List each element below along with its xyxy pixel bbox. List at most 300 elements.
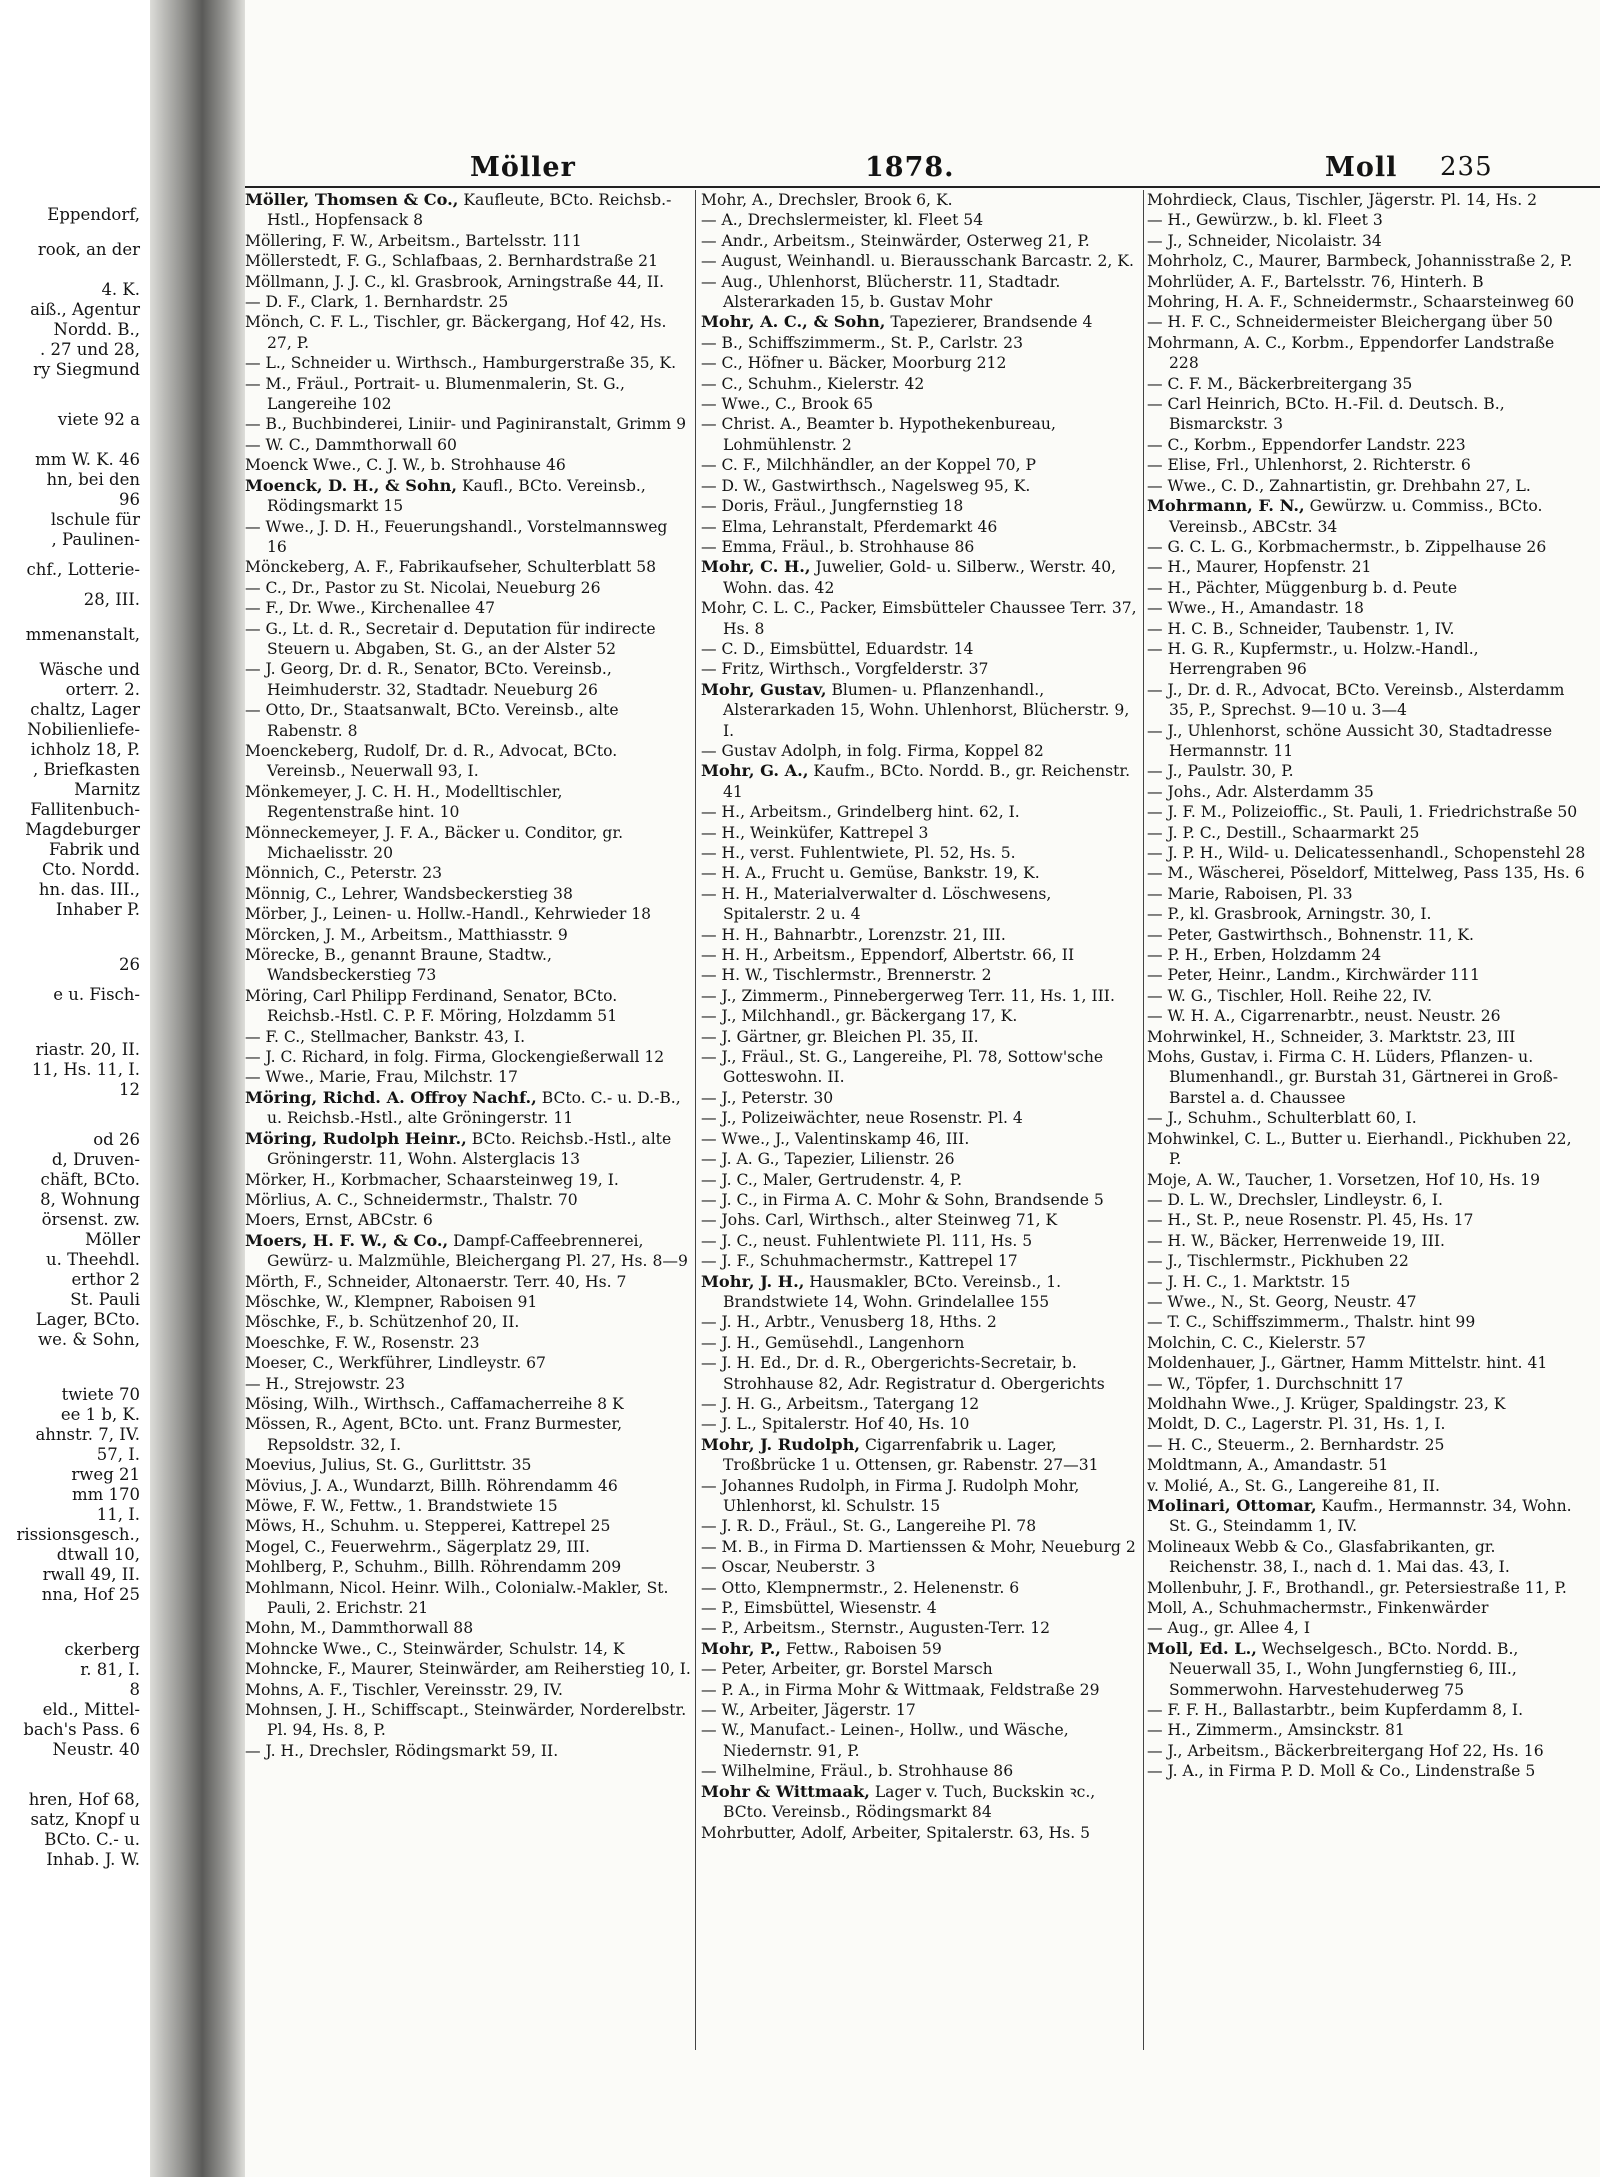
directory-entry bbox=[245, 1129, 692, 1170]
directory-entry bbox=[1147, 1272, 1587, 1292]
directory-entry bbox=[245, 1659, 692, 1679]
entry-text: — H. W., Bäcker, Herrenweide 19, III. bbox=[1147, 1231, 1445, 1250]
entry-text: — P. A., in Firma Mohr & Wittmaak, Feldstraße 29 bbox=[701, 1680, 1100, 1699]
directory-entry bbox=[1147, 761, 1587, 781]
entry-text: — J., Arbeitsm., Bäckerbreitergang Hof 22, Hs. 16 bbox=[1147, 1741, 1544, 1760]
entry-text: — H. W., Tischlermstr., Brennerstr. 2 bbox=[701, 966, 992, 985]
prev-page-fragment: mm 170 bbox=[71, 1485, 140, 1504]
prev-page-fragment: aiß., Agentur bbox=[30, 300, 140, 319]
directory-entry bbox=[1147, 884, 1587, 904]
directory-entry bbox=[701, 1251, 1141, 1271]
entry-text: — M., Wäscherei, Pöseldorf, Mittelweg, Pass 135, Hs. 6 bbox=[1147, 864, 1585, 883]
entry-text: — J. C., Maler, Gertrudenstr. 4, P. bbox=[701, 1170, 963, 1189]
directory-entry bbox=[245, 1210, 692, 1230]
entry-text: — Aug., gr. Allee 4, I bbox=[1147, 1619, 1310, 1638]
entry-text: — P., Arbeitsm., Sternstr., Augusten-Terr. 12 bbox=[701, 1619, 1051, 1638]
entry-text: — Emma, Fräul., b. Strohhause 86 bbox=[701, 537, 975, 556]
prev-page-fragment: 11, Hs. 11, I. bbox=[31, 1060, 140, 1079]
entry-text: — J. A., in Firma P. D. Moll & Co., Lindenstraße 5 bbox=[1147, 1762, 1536, 1781]
entry-text: Lager v. Tuch, Buckskin ꝛc., BCto. Vereinsb., Rödingsmarkt 84 bbox=[723, 1782, 1096, 1822]
entry-text: Kaufl., BCto. Vereinsb., Rödingsmarkt 15 bbox=[267, 476, 646, 516]
directory-entry bbox=[245, 578, 692, 598]
directory-entry bbox=[701, 394, 1141, 414]
directory-entry bbox=[701, 1782, 1141, 1823]
directory-entry bbox=[1147, 1292, 1587, 1312]
entry-text: — G., Lt. d. R., Secretair d. Deputation für indirecte Steuern u. Abgaben, St. G., an der Alster 52 bbox=[245, 619, 656, 658]
directory-entry bbox=[245, 1639, 692, 1659]
directory-entry bbox=[701, 884, 1141, 925]
entry-text: Mönnich, C., Peterstr. 23 bbox=[245, 864, 443, 883]
prev-page-fragment: Fabrik und bbox=[49, 840, 140, 859]
entry-text: — Johs., Adr. Alsterdamm 35 bbox=[1147, 782, 1374, 801]
directory-entry bbox=[701, 1720, 1141, 1761]
directory-entry bbox=[701, 639, 1141, 659]
directory-entry bbox=[1147, 721, 1587, 762]
entry-text: — Aug., Uhlenhorst, Blücherstr. 11, Stadtadr. Alsterarkaden 15, b. Gustav Mohr bbox=[701, 272, 1061, 312]
entry-text: — H. A., Frucht u. Gemüse, Bankstr. 19, K. bbox=[701, 864, 1040, 883]
prev-page-fragment: eld., Mittel- bbox=[42, 1700, 140, 1719]
directory-entry bbox=[245, 1067, 692, 1087]
entry-text: Mörlius, A. C., Schneidermstr., Thalstr. 70 bbox=[245, 1190, 578, 1209]
entry-text: — H. C. B., Schneider, Taubenstr. 1, IV. bbox=[1147, 619, 1455, 638]
entry-text: Mohs, Gustav, i. Firma C. H. Lüders, Pflanzen- u. Blumenhandl., gr. Burstah 31, Gärtnerei in Groß-Barstel a. d. Chaussee bbox=[1147, 1048, 1559, 1107]
directory-entry bbox=[1147, 1047, 1587, 1108]
prev-page-fragment: orterr. 2. bbox=[65, 680, 140, 699]
entry-text: Mohrholz, C., Maurer, Barmbeck, Johannisstraße 2, P. bbox=[1147, 252, 1573, 271]
entry-text: Tapezierer, Brandsende 4 bbox=[885, 313, 1093, 332]
directory-entry bbox=[701, 1272, 1141, 1313]
directory-entry bbox=[245, 374, 692, 415]
directory-entry bbox=[1147, 965, 1587, 985]
page-number: 235 bbox=[1440, 152, 1493, 182]
directory-entry bbox=[1147, 1006, 1587, 1026]
entry-text: — H. H., Materialverwalter d. Löschwesens, Spitalerstr. 2 u. 4 bbox=[701, 884, 1052, 924]
entry-text: — W., Manufact.- Leinen-, Hollw., und Wäsche, Niedernstr. 91, P. bbox=[701, 1721, 1069, 1760]
directory-entry bbox=[701, 823, 1141, 843]
prev-page-fragment: Lager, BCto. bbox=[35, 1310, 140, 1329]
directory-entry bbox=[245, 1578, 692, 1619]
directory-entry bbox=[701, 251, 1141, 271]
entry-text: Moevius, Julius, St. G., Gurlittstr. 35 bbox=[245, 1456, 532, 1475]
entry-text: — Doris, Fräul., Jungfernstieg 18 bbox=[701, 497, 964, 516]
directory-entry bbox=[1147, 435, 1587, 455]
entry-name: Mohr, C. H., bbox=[701, 557, 811, 577]
entry-text: — H. H., Bahnarbtr., Lorenzstr. 21, III. bbox=[701, 925, 1006, 944]
directory-entry bbox=[245, 1190, 692, 1210]
prev-page-fragment: ichholz 18, P. bbox=[30, 740, 140, 759]
entry-text: — P., kl. Grasbrook, Arningstr. 30, I. bbox=[1147, 905, 1432, 924]
entry-text: Fettw., Raboisen 59 bbox=[780, 1639, 942, 1658]
directory-entry bbox=[245, 1680, 692, 1700]
entry-text: — J. C. Richard, in folg. Firma, Glockengießerwall 12 bbox=[245, 1048, 665, 1067]
directory-entry bbox=[1147, 1455, 1587, 1475]
entry-text: Mörcken, J. M., Arbeitsm., Matthiasstr. 9 bbox=[245, 925, 568, 944]
directory-entry bbox=[245, 1476, 692, 1496]
entry-text: — Wwe., J., Valentinskamp 46, III. bbox=[701, 1129, 970, 1148]
entry-text: — Wwe., Marie, Frau, Milchstr. 17 bbox=[245, 1068, 518, 1087]
entry-text: — Wwe., J. D. H., Feuerungshandl., Vorstelmannsweg 16 bbox=[245, 517, 668, 556]
directory-entry bbox=[245, 435, 692, 455]
entry-text: — Wwe., N., St. Georg, Neustr. 47 bbox=[1147, 1292, 1417, 1311]
entry-text: Mörecke, B., genannt Braune, Stadtw., Wandsbeckerstieg 73 bbox=[245, 946, 552, 985]
directory-entry bbox=[245, 986, 692, 1027]
entry-text: — W. G., Tischler, Holl. Reihe 22, IV. bbox=[1147, 986, 1433, 1005]
directory-entry bbox=[701, 1557, 1141, 1577]
entry-text: Juwelier, Gold- u. Silberw., Werstr. 40, Wohn. das. 42 bbox=[723, 558, 1117, 597]
entry-text: — Otto, Dr., Staatsanwalt, BCto. Vereinsb., alte Rabenstr. 8 bbox=[245, 701, 619, 740]
directory-entry bbox=[1147, 802, 1587, 822]
directory-entry bbox=[245, 1333, 692, 1353]
prev-page-fragment: riastr. 20, II. bbox=[35, 1040, 140, 1059]
prev-page-fragment: , Paulinen- bbox=[51, 530, 140, 549]
prev-page-fragment: chaltz, Lager bbox=[30, 700, 140, 719]
entry-text: — H., Maurer, Hopfenstr. 21 bbox=[1147, 558, 1372, 577]
directory-entry bbox=[701, 1006, 1141, 1026]
entry-text: — B., Buchbinderei, Liniir- und Paginiranstalt, Grimm 9 bbox=[245, 415, 686, 434]
header-year: 1878. bbox=[865, 152, 955, 183]
entry-text: Mohn, M., Dammthorwall 88 bbox=[245, 1619, 474, 1638]
directory-entry bbox=[701, 1047, 1141, 1088]
directory-entry bbox=[701, 1761, 1141, 1781]
prev-page-fragment: Wäsche und bbox=[39, 660, 140, 679]
directory-entry bbox=[701, 1210, 1141, 1230]
directory-entry bbox=[1147, 1374, 1587, 1394]
entry-text: — W., Töpfer, 1. Durchschnitt 17 bbox=[1147, 1374, 1404, 1393]
directory-entry bbox=[701, 802, 1141, 822]
directory-entry bbox=[1147, 496, 1587, 537]
directory-entry bbox=[1147, 1312, 1587, 1332]
entry-text: Möwe, F. W., Fettw., 1. Brandstwiete 15 bbox=[245, 1497, 558, 1515]
directory-entry bbox=[701, 1149, 1141, 1169]
directory-entry bbox=[1147, 374, 1587, 394]
entry-text: — A., Drechslermeister, kl. Fleet 54 bbox=[701, 211, 984, 230]
directory-entry bbox=[701, 1333, 1141, 1353]
directory-entry bbox=[1147, 1598, 1587, 1618]
prev-page-fragment: Nobilienliefe- bbox=[27, 720, 140, 739]
prev-page-fragment: viete 92 a bbox=[57, 410, 140, 429]
prev-page-fragment: hn, bei den bbox=[46, 470, 140, 489]
entry-text: — C., Schuhm., Kielerstr. 42 bbox=[701, 374, 925, 393]
entry-text: — W. H. A., Cigarrenarbtr., neust. Neustr. 26 bbox=[1147, 1007, 1501, 1026]
directory-entry bbox=[245, 251, 692, 271]
directory-entry bbox=[1147, 1476, 1587, 1496]
directory-entry bbox=[245, 1027, 692, 1047]
directory-entry bbox=[1147, 1333, 1587, 1353]
prev-page-fragment: 26 bbox=[119, 955, 140, 974]
prev-page-fragment: nna, Hof 25 bbox=[41, 1585, 140, 1604]
directory-entry bbox=[701, 986, 1141, 1006]
entry-text: — C., Dr., Pastor zu St. Nicolai, Neueburg 26 bbox=[245, 578, 601, 597]
directory-entry bbox=[1147, 394, 1587, 435]
prev-page-fragment: rwall 49, II. bbox=[42, 1565, 140, 1584]
directory-entry bbox=[701, 1598, 1141, 1618]
prev-page-fragment: Eppendorf, bbox=[47, 205, 140, 224]
directory-entry bbox=[701, 965, 1141, 985]
directory-entry bbox=[1147, 190, 1587, 210]
directory-entry bbox=[701, 659, 1141, 679]
entry-text: Möring, Carl Philipp Ferdinand, Senator, BCto. Reichsb.-Hstl. C. P. F. Möring, Holzdamm 51 bbox=[245, 986, 618, 1026]
directory-entry bbox=[1147, 598, 1587, 618]
entry-text: — Wilhelmine, Fräul., b. Strohhause 86 bbox=[701, 1762, 1014, 1781]
directory-entry bbox=[1147, 1618, 1587, 1638]
entry-text: — Marie, Raboisen, Pl. 33 bbox=[1147, 884, 1353, 903]
directory-entry bbox=[701, 680, 1141, 741]
directory-entry bbox=[1147, 1027, 1587, 1047]
entry-text: — J., Polizeiwächter, neue Rosenstr. Pl. 4 bbox=[701, 1109, 1023, 1128]
directory-entry bbox=[245, 619, 692, 660]
entry-text: Möllering, F. W., Arbeitsm., Bartelsstr. 111 bbox=[245, 231, 582, 250]
entry-text: — J. H. Ed., Dr. d. R., Obergerichts-Secretair, b. Strohhause 82, Adr. Registratur d. Obergerichts bbox=[701, 1354, 1105, 1393]
directory-entry bbox=[701, 414, 1141, 455]
directory-entry bbox=[701, 843, 1141, 863]
book-gutter bbox=[150, 0, 245, 2177]
directory-entry bbox=[1147, 1435, 1587, 1455]
directory-entry bbox=[245, 1496, 692, 1516]
directory-entry bbox=[1147, 1251, 1587, 1271]
entry-text: Moll, A., Schuhmachermstr., Finkenwärder bbox=[1147, 1599, 1489, 1618]
entry-text: Mönneckemeyer, J. F. A., Bäcker u. Conditor, gr. Michaelisstr. 20 bbox=[245, 823, 624, 862]
directory-entry bbox=[1147, 1496, 1587, 1537]
entry-text: Moers, Ernst, ABCstr. 6 bbox=[245, 1211, 433, 1230]
directory-entry bbox=[1147, 1537, 1587, 1578]
directory-entry bbox=[701, 190, 1141, 210]
entry-name: Mohr, P., bbox=[701, 1638, 781, 1658]
directory-entry bbox=[245, 741, 692, 782]
entry-text: — J. A. G., Tapezier, Lilienstr. 26 bbox=[701, 1150, 955, 1169]
directory-entry bbox=[245, 455, 692, 475]
entry-text: — Wwe., C., Brook 65 bbox=[701, 395, 874, 414]
entry-text: Kaufleute, BCto. Reichsb.-Hstl., Hopfensack 8 bbox=[267, 191, 672, 230]
prev-page-fragment: hn. das. III., bbox=[38, 880, 140, 899]
directory-entry bbox=[701, 863, 1141, 883]
directory-entry bbox=[1147, 1394, 1587, 1414]
entry-text: Mohrlüder, A. F., Bartelsstr. 76, Hinterh. B bbox=[1147, 272, 1484, 291]
entry-text: Mohncke Wwe., C., Steinwärder, Schulstr. 14, K bbox=[245, 1639, 625, 1658]
directory-entry bbox=[245, 312, 692, 353]
directory-entry bbox=[701, 1312, 1141, 1332]
entry-text: — J. C., in Firma A. C. Mohr & Sohn, Brandsende 5 bbox=[701, 1190, 1104, 1209]
directory-entry bbox=[1147, 782, 1587, 802]
prev-page-fragment: ahnstr. 7, IV. bbox=[35, 1425, 140, 1444]
directory-entry bbox=[245, 557, 692, 577]
entry-text: Moldhahn Wwe., J. Krüger, Spaldingstr. 23, K bbox=[1147, 1394, 1506, 1413]
entry-text: Mohlmann, Nicol. Heinr. Wilh., Colonialw.-Makler, St. Pauli, 2. Erichstr. 21 bbox=[245, 1578, 669, 1618]
prev-page-fragment: rissionsgesch., bbox=[16, 1525, 140, 1544]
entry-text: — W. C., Dammthorwall 60 bbox=[245, 435, 457, 454]
entry-text: Mohns, A. F., Tischler, Vereinsstr. 29, IV. bbox=[245, 1680, 563, 1699]
directory-entry bbox=[245, 598, 692, 618]
entry-text: — L., Schneider u. Wirthsch., Hamburgerstraße 35, K. bbox=[245, 354, 677, 373]
prev-page-fragment: od 26 bbox=[93, 1130, 140, 1149]
entry-text: — Elise, Frl., Uhlenhorst, 2. Richterstr. 6 bbox=[1147, 456, 1471, 475]
directory-entry bbox=[245, 884, 692, 904]
prev-page-fragment: mmenanstalt, bbox=[25, 625, 140, 644]
directory-entry bbox=[245, 1272, 692, 1292]
directory-entry bbox=[1147, 1761, 1587, 1781]
directory-entry bbox=[245, 1231, 692, 1272]
entry-text: — B., Schiffszimmerm., St. P., Carlstr. 23 bbox=[701, 333, 1024, 352]
entry-text: Moeser, C., Werkführer, Lindleystr. 67 bbox=[245, 1354, 546, 1373]
prev-page-fragment: 8, Wohnung bbox=[40, 1190, 140, 1209]
directory-entry bbox=[1147, 1700, 1587, 1720]
directory-entry bbox=[1147, 251, 1587, 271]
entry-name: Mohr, Gustav, bbox=[701, 679, 827, 699]
directory-entry bbox=[701, 517, 1141, 537]
directory-entry bbox=[701, 1476, 1141, 1517]
directory-entry bbox=[1147, 455, 1587, 475]
entry-text: — C., Korbm., Eppendorfer Landstr. 223 bbox=[1147, 435, 1466, 454]
entry-name: Moll, Ed. L., bbox=[1147, 1638, 1257, 1658]
directory-entry bbox=[701, 1823, 1141, 1843]
prev-page-fragment: rweg 21 bbox=[71, 1465, 140, 1484]
directory-entry bbox=[1147, 863, 1587, 883]
entry-text: — H., Pächter, Müggenburg b. d. Peute bbox=[1147, 578, 1458, 597]
entry-text: — Christ. A., Beamter b. Hypothekenbureau, Lohmühlenstr. 2 bbox=[701, 415, 1056, 454]
entry-text: Kaufm., BCto. Nordd. B., gr. Reichenstr. 41 bbox=[723, 762, 1131, 801]
directory-entry bbox=[701, 1231, 1141, 1251]
directory-entry bbox=[245, 782, 692, 823]
entry-text: — D. L. W., Drechsler, Lindleystr. 6, I. bbox=[1147, 1190, 1443, 1209]
entry-text: — P. H., Erben, Holzdamm 24 bbox=[1147, 946, 1382, 965]
prev-page-fragment: Fallitenbuch- bbox=[30, 800, 140, 819]
directory-entry bbox=[701, 1659, 1141, 1679]
prev-page-fragment: ee 1 b, K. bbox=[60, 1405, 140, 1424]
entry-text: — H. C., Steuerm., 2. Bernhardstr. 25 bbox=[1147, 1435, 1445, 1454]
entry-text: — J., Uhlenhorst, schöne Aussicht 30, Stadtadresse Hermannstr. 11 bbox=[1147, 721, 1553, 760]
prev-page-fragment: 57, I. bbox=[96, 1445, 140, 1464]
page-header bbox=[245, 148, 1600, 188]
entry-text: Mösing, Wilh., Wirthsch., Caffamacherreihe 8 K bbox=[245, 1394, 624, 1413]
prev-page-fragment: bach's Pass. 6 bbox=[23, 1720, 140, 1739]
entry-text: Mörth, F., Schneider, Altonaerstr. Terr. 40, Hs. 7 bbox=[245, 1272, 627, 1291]
entry-text: Wechselgesch., BCto. Nordd. B., Neuerwall 35, I., Wohn Jungfernstieg 6, III., Sommerwohn. Harvestehuderweg 75 bbox=[1169, 1639, 1519, 1699]
directory-entry bbox=[1147, 945, 1587, 965]
entry-text: Mohr, C. L. C., Packer, Eimsbütteler Chaussee Terr. 37, Hs. 8 bbox=[701, 599, 1137, 638]
entry-name: Mohr, J. H., bbox=[701, 1271, 805, 1291]
header-right-keyword: Moll bbox=[1325, 152, 1398, 183]
entry-text: — H., Strejowstr. 23 bbox=[245, 1374, 405, 1393]
entry-text: — Wwe., H., Amandastr. 18 bbox=[1147, 599, 1364, 618]
entry-text: — J. Gärtner, gr. Bleichen Pl. 35, II. bbox=[701, 1027, 979, 1046]
entry-text: Mönckeberg, A. F., Fabrikaufseher, Schulterblatt 58 bbox=[245, 558, 657, 577]
column-1 bbox=[245, 190, 692, 2050]
directory-entry bbox=[1147, 619, 1587, 639]
prev-page-fragment: twiete 70 bbox=[61, 1385, 140, 1404]
entry-name: Molinari, Ottomar, bbox=[1147, 1496, 1317, 1515]
entry-text: — Wwe., C. D., Zahnartistin, gr. Drehbahn 27, L. bbox=[1147, 476, 1531, 495]
entry-text: Mohnsen, J. H., Schiffscapt., Steinwärder, Norderelbstr. Pl. 94, Hs. 8, P. bbox=[245, 1701, 687, 1740]
entry-text: — H. G. R., Kupfermstr., u. Holzw.-Handl., Herrengraben 96 bbox=[1147, 639, 1479, 679]
column-divider-2 bbox=[1143, 190, 1144, 2050]
entry-text: — F., Dr. Wwe., Kirchenallee 47 bbox=[245, 599, 496, 618]
directory-entry bbox=[245, 1741, 692, 1761]
directory-entry bbox=[1147, 680, 1587, 721]
entry-text: — J. P. C., Destill., Schaarmarkt 25 bbox=[1147, 823, 1420, 842]
entry-text: — P., Eimsbüttel, Wiesenstr. 4 bbox=[701, 1599, 937, 1618]
entry-text: Mohrdieck, Claus, Tischler, Jägerstr. Pl. 14, Hs. 2 bbox=[1147, 191, 1538, 209]
prev-page-fragment: Cto. Nordd. bbox=[41, 860, 140, 879]
entry-text: — Gustav Adolph, in folg. Firma, Koppel 82 bbox=[701, 741, 1044, 760]
entry-name: Mohr & Wittmaak, bbox=[701, 1781, 870, 1801]
entry-text: — H. H., Arbeitsm., Eppendorf, Albertstr. 66, II bbox=[701, 946, 1075, 965]
prev-page-fragment: örsenst. zw. bbox=[41, 1210, 140, 1229]
directory-entry bbox=[701, 537, 1141, 557]
entry-text: — Peter, Arbeiter, gr. Borstel Marsch bbox=[701, 1660, 993, 1679]
directory-entry bbox=[1147, 1741, 1587, 1761]
entry-text: Mohlberg, P., Schuhm., Billh. Röhrendamm 209 bbox=[245, 1558, 622, 1577]
entry-text: Molchin, C. C., Kielerstr. 57 bbox=[1147, 1333, 1366, 1352]
entry-text: — Johs. Carl, Wirthsch., alter Steinweg 71, K bbox=[701, 1211, 1058, 1230]
prev-page-fragment: Neustr. 40 bbox=[52, 1740, 140, 1759]
prev-page-fragment: BCto. C.- u. bbox=[44, 1830, 140, 1849]
entry-text: v. Molié, A., St. G., Langereihe 81, II. bbox=[1147, 1476, 1440, 1495]
directory-entry bbox=[1147, 843, 1587, 863]
entry-text: Moenckeberg, Rudolf, Dr. d. R., Advocat, BCto. Vereinsb., Neuerwall 93, I. bbox=[245, 741, 618, 781]
prev-page-fragment: 28, III. bbox=[83, 590, 140, 609]
directory-entry bbox=[701, 1027, 1141, 1047]
entry-text: — J. Georg, Dr. d. R., Senator, BCto. Vereinsb., Heimhuderstr. 32, Stadtadr. Neueburg 26 bbox=[245, 660, 612, 699]
directory-entry bbox=[245, 1088, 692, 1129]
directory-entry bbox=[1147, 231, 1587, 251]
prev-page-fragment: mm W. K. 46 bbox=[35, 450, 140, 469]
entry-text: Möllerstedt, F. G., Schlafbaas, 2. Bernhardstraße 21 bbox=[245, 252, 659, 271]
directory-entry bbox=[1147, 1353, 1587, 1373]
entry-text: Moldtmann, A., Amandastr. 51 bbox=[1147, 1456, 1389, 1475]
directory-entry bbox=[1147, 986, 1587, 1006]
directory-entry bbox=[701, 1129, 1141, 1149]
entry-text: — W., Arbeiter, Jägerstr. 17 bbox=[701, 1701, 916, 1720]
entry-text: — J., Paulstr. 30, P. bbox=[1147, 762, 1294, 781]
directory-entry bbox=[1147, 1414, 1587, 1434]
directory-entry bbox=[701, 741, 1141, 761]
entry-text: — J. L., Spitalerstr. Hof 40, Hs. 10 bbox=[701, 1415, 970, 1434]
entry-text: — Oscar, Neuberstr. 3 bbox=[701, 1558, 876, 1577]
entry-text: Möws, H., Schuhm. u. Stepperei, Kattrepel 25 bbox=[245, 1517, 611, 1536]
prev-page-fragment: chäft, BCto. bbox=[40, 1170, 140, 1189]
directory-entry bbox=[245, 353, 692, 373]
entry-text: Mönkemeyer, J. C. H. H., Modelltischler, Regentenstraße hint. 10 bbox=[245, 782, 563, 822]
entry-name: Mohr, G. A., bbox=[701, 761, 809, 781]
prev-page-fragment: u. Theehdl. bbox=[46, 1250, 140, 1269]
directory-entry bbox=[1147, 333, 1587, 374]
entry-name: Möller, Thomsen & Co., bbox=[245, 190, 459, 209]
entry-text: — J. P. H., Wild- u. Delicatessenhandl., Schopenstehl 28 bbox=[1147, 844, 1586, 862]
prev-page-fragment: Marnitz bbox=[74, 780, 140, 799]
entry-text: Mohwinkel, C. L., Butter u. Eierhandl., Pickhuben 22, P. bbox=[1147, 1129, 1572, 1169]
prev-page-fragment: Nordd. B., bbox=[53, 320, 140, 339]
directory-entry bbox=[245, 904, 692, 924]
previous-page-margin bbox=[0, 0, 150, 2177]
entry-text: — Andr., Arbeitsm., Steinwärder, Osterweg 21, P. bbox=[701, 231, 1090, 250]
directory-entry bbox=[701, 1516, 1141, 1536]
directory-entry bbox=[1147, 1170, 1587, 1190]
directory-page bbox=[245, 0, 1600, 2177]
directory-entry bbox=[701, 945, 1141, 965]
entry-text: Mogel, C., Feuerwehrm., Sägerplatz 29, III. bbox=[245, 1537, 590, 1556]
directory-entry bbox=[1147, 210, 1587, 230]
prev-page-fragment: , Briefkasten bbox=[33, 760, 140, 779]
entry-text: — J., Milchhandl., gr. Bäckergang 17, K. bbox=[701, 1007, 1018, 1026]
directory-entry bbox=[245, 945, 692, 986]
entry-text: — Johannes Rudolph, in Firma J. Rudolph Mohr, Uhlenhorst, kl. Schulstr. 15 bbox=[701, 1476, 1080, 1515]
prev-page-fragment: . 27 und 28, bbox=[39, 340, 140, 359]
entry-text: — J. R. D., Fräul., St. G., Langereihe Pl. 78 bbox=[701, 1517, 1037, 1536]
directory-entry bbox=[701, 353, 1141, 373]
prev-page-fragment: Inhaber P. bbox=[55, 900, 140, 919]
entry-text: Moenck Wwe., C. J. W., b. Strohhause 46 bbox=[245, 456, 566, 475]
entry-text: — M., Fräul., Portrait- u. Blumenmalerin, St. G., Langereihe 102 bbox=[245, 374, 625, 414]
directory-entry bbox=[701, 1618, 1141, 1638]
